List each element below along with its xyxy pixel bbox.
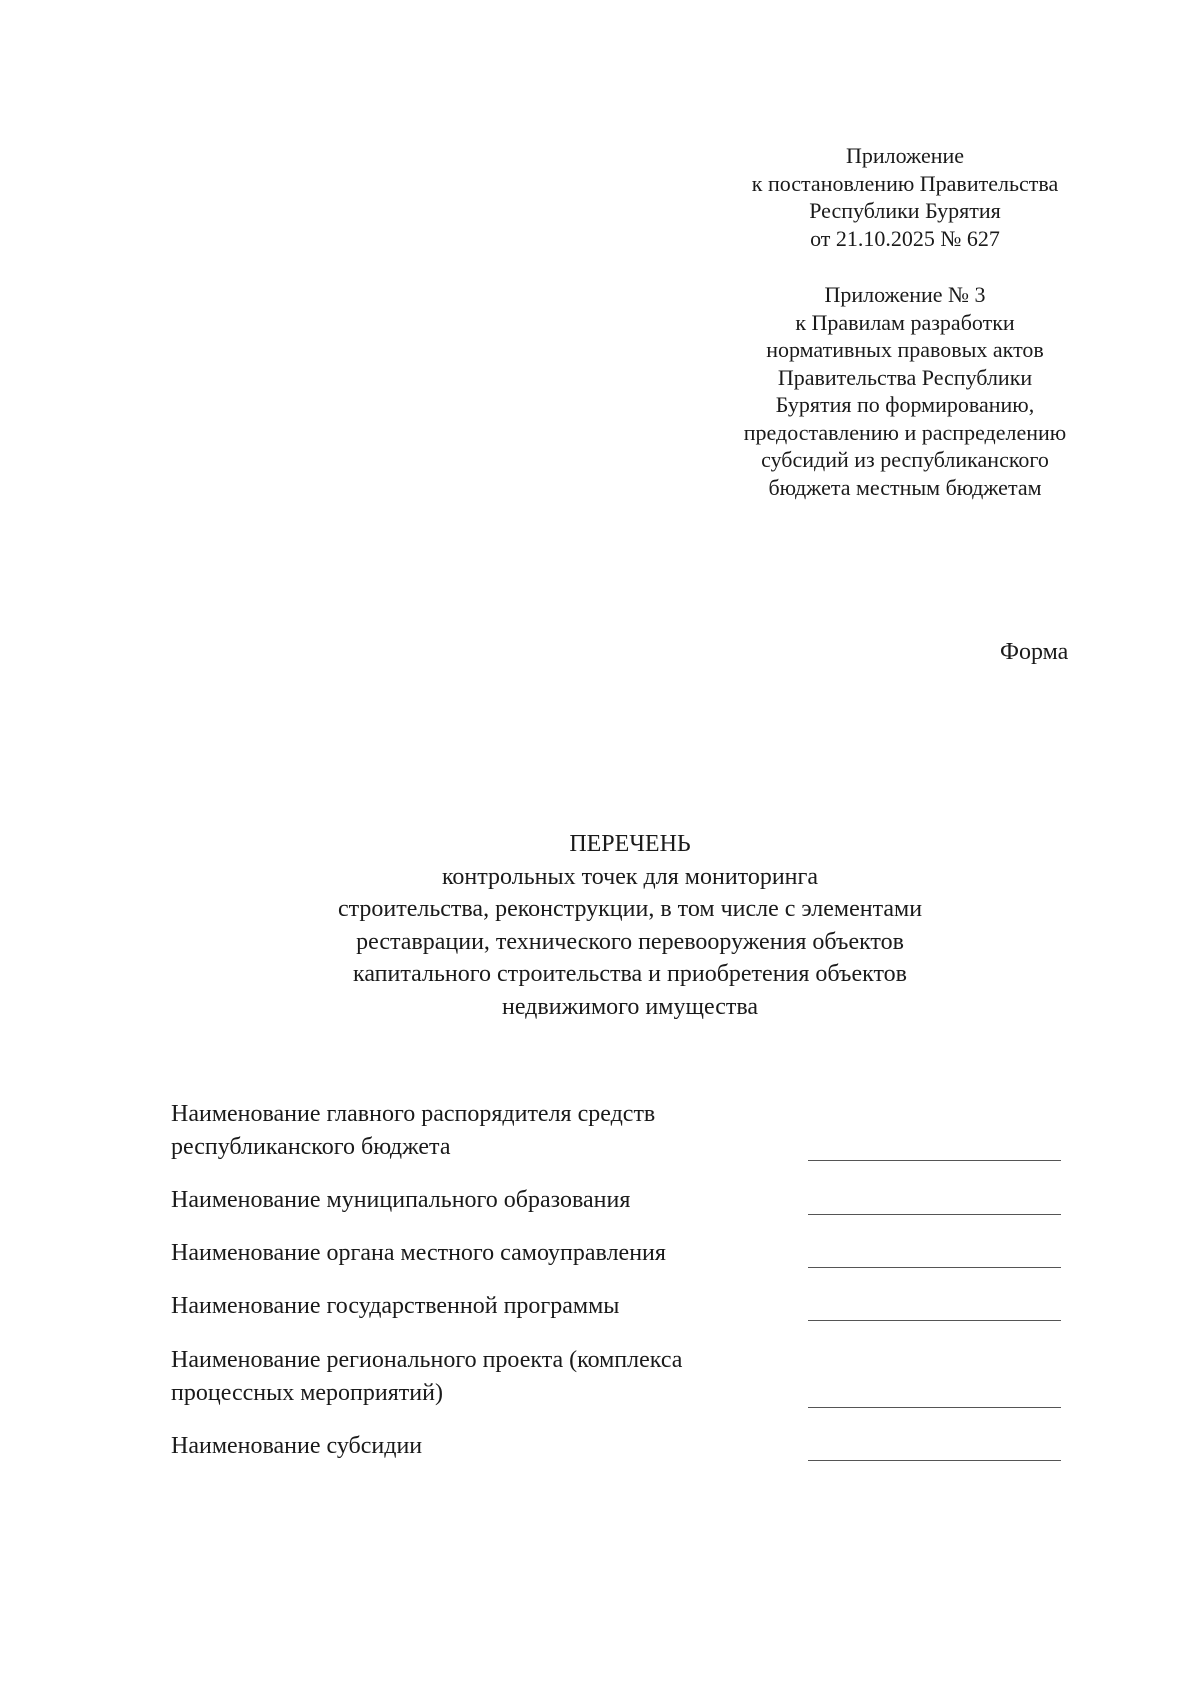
rules-appendix-line: Бурятия по формированию, [775,392,1035,417]
field-label-line: процессных мероприятий) [171,1379,443,1406]
rules-appendix-line: бюджета местным бюджетам [768,474,1042,500]
rules-appendix-line: к Правилам разработки [795,309,1015,335]
field-label [171,1430,791,1463]
appendix-line: Республики Бурятия [809,198,1001,223]
field-label [171,1184,791,1217]
appendix-line: к постановлению Правительства [751,170,1059,196]
field-label [171,1098,791,1163]
fill-in-line[interactable] [808,1407,1061,1408]
form-label: Форма [1000,639,1069,665]
field-label-line: Наименование муниципального образования [171,1187,631,1213]
document-title-line: реставрации, технического перевооружения объектов [356,928,904,955]
field-label [171,1290,791,1323]
rules-appendix-line: субсидий из республиканского [761,447,1049,472]
document-title-line: строительства, реконструкции, в том числе с элементами [337,896,923,922]
document-title-line: капитального строительства и приобретения объектов [353,961,907,987]
field-label-line: республиканского бюджета [171,1133,451,1160]
rules-appendix-line: Правительства Республики [777,364,1033,390]
document-title [200,828,1060,1023]
fill-in-line[interactable] [808,1320,1061,1321]
field-label [171,1344,791,1409]
field-label-line: Наименование органа местного самоуправления [171,1240,666,1266]
appendix-line: Приложение [845,143,965,168]
rules-appendix-line: Приложение № 3 [824,282,986,307]
rules-appendix-header [690,281,1120,501]
fill-in-line[interactable] [808,1214,1061,1215]
rules-appendix-line: предоставлению и распределению [743,419,1067,445]
fill-in-line[interactable] [808,1460,1061,1461]
fill-in-line[interactable] [808,1160,1061,1161]
appendix-header [690,142,1120,252]
field-label-line: Наименование субсидии [171,1433,423,1459]
document-heading: ПЕРЕЧЕНЬ [569,831,691,857]
fill-in-line[interactable] [808,1267,1061,1268]
appendix-line: от 21.10.2025 № 627 [810,225,1000,251]
field-label [171,1237,791,1270]
document-title-line: недвижимого имущества [502,993,758,1020]
field-label-line: Наименование государственной программы [171,1293,620,1319]
field-label-line: Наименование главного распорядителя средств [171,1101,656,1127]
rules-appendix-line: нормативных правовых актов [766,337,1044,362]
document-title-line: контрольных точек для мониторинга [441,863,819,890]
field-label-line: Наименование регионального проекта (комплекса [171,1347,683,1373]
